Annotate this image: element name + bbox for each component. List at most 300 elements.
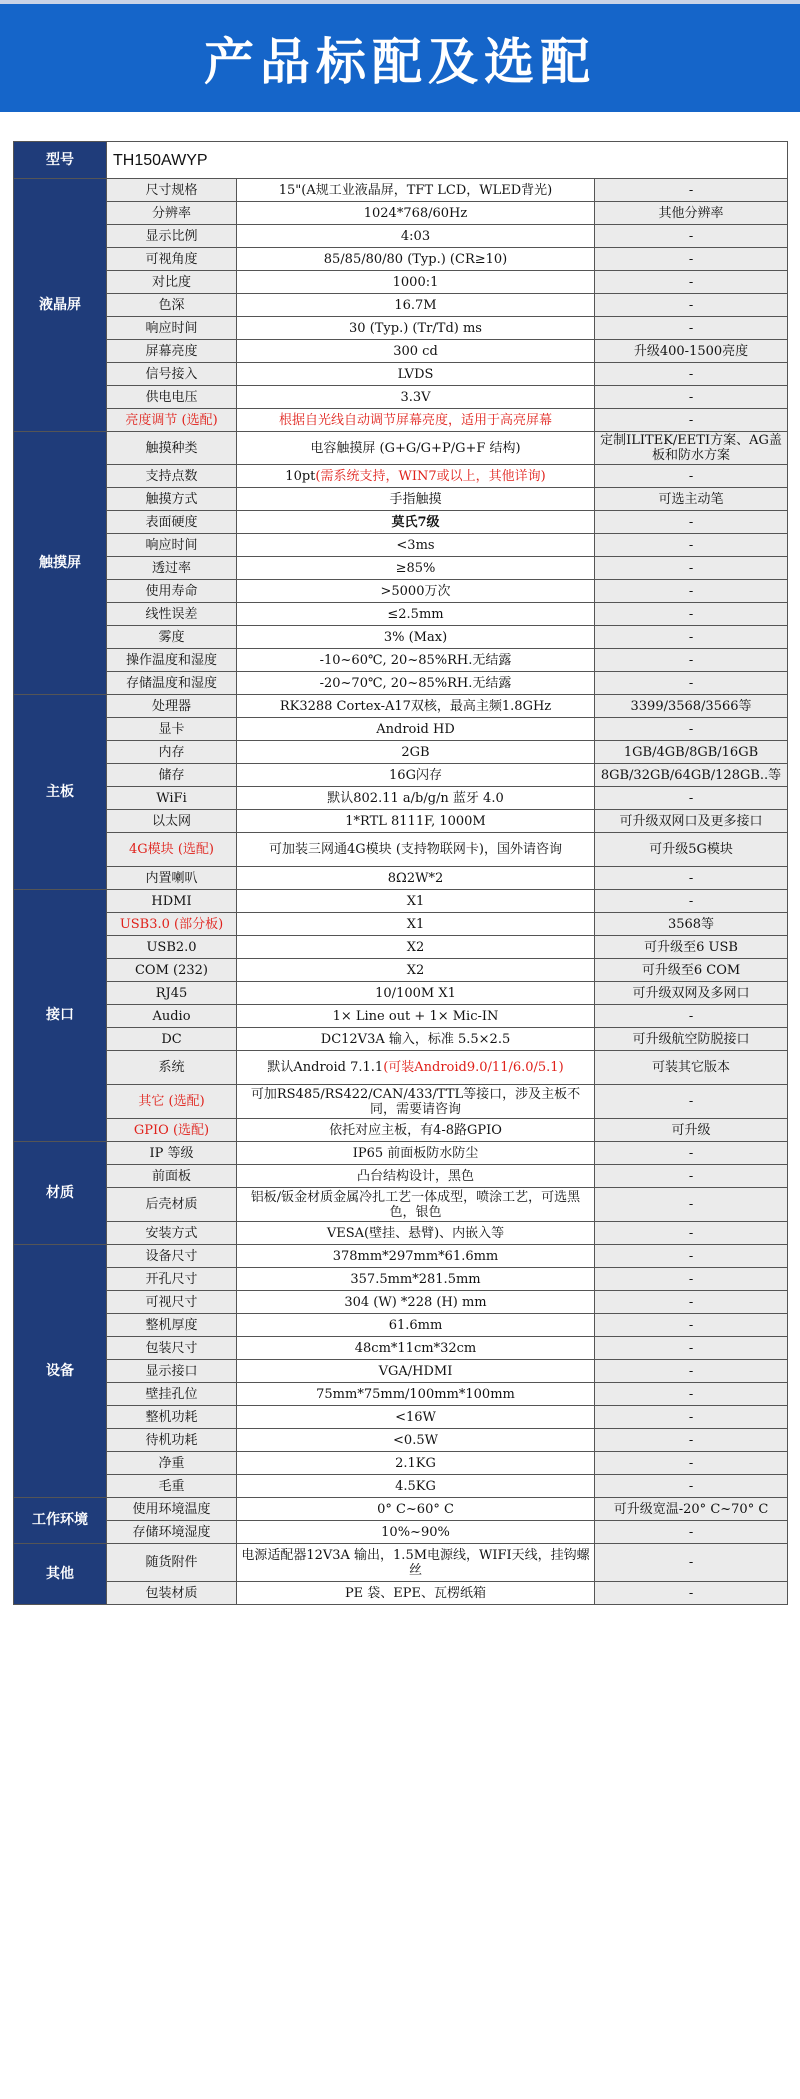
spec-value-text: 304 (W) *228 (H) mm <box>344 1294 487 1310</box>
spec-option: - <box>595 179 788 202</box>
spec-row <box>14 867 788 890</box>
spec-name: 表面硬度 <box>107 511 237 534</box>
spec-value-text: 1024*768/60Hz <box>363 205 468 221</box>
spec-value-text: VESA(壁挂、悬臂)、内嵌入等 <box>326 1225 505 1241</box>
spec-row <box>14 936 788 959</box>
spec-row <box>14 248 788 271</box>
spec-value-text: 根据自光线自动调节屏幕亮度，适用于高亮屏幕 <box>278 412 552 428</box>
spec-value <box>237 386 595 409</box>
spec-name: USB3.0 (部分板) <box>107 913 237 936</box>
spec-value <box>237 248 595 271</box>
spec-row <box>14 1452 788 1475</box>
spec-name: 开孔尺寸 <box>107 1268 237 1291</box>
spec-row <box>14 363 788 386</box>
spec-option: - <box>595 1314 788 1337</box>
section-label: 材质 <box>14 1142 107 1245</box>
spec-row <box>14 741 788 764</box>
spec-value-text: 16G闪存 <box>389 767 442 783</box>
spec-row <box>14 603 788 626</box>
spec-option: - <box>595 603 788 626</box>
spec-value-text: 默认802.11 a/b/g/n 蓝牙 4.0 <box>327 790 504 806</box>
spec-value <box>237 764 595 787</box>
spec-value-note: (需系统支持，WIN7或以上，其他详询) <box>315 468 546 484</box>
spec-option: 升级400-1500亮度 <box>595 340 788 363</box>
spec-option: - <box>595 867 788 890</box>
spec-value <box>237 340 595 363</box>
spec-row <box>14 1383 788 1406</box>
spec-row <box>14 409 788 432</box>
spec-value-text: ≥85% <box>395 560 436 576</box>
spec-value <box>237 1314 595 1337</box>
spec-value <box>237 1291 595 1314</box>
spec-option: - <box>595 409 788 432</box>
spec-row <box>14 1085 788 1119</box>
spec-option: 3568等 <box>595 913 788 936</box>
spec-name: 响应时间 <box>107 534 237 557</box>
spec-option: - <box>595 271 788 294</box>
spec-name: 供电电压 <box>107 386 237 409</box>
spec-row <box>14 1245 788 1268</box>
spec-option: - <box>595 1291 788 1314</box>
spec-value <box>237 179 595 202</box>
spec-name: 雾度 <box>107 626 237 649</box>
spec-option: 3399/3568/3566等 <box>595 695 788 718</box>
spec-option: - <box>595 1544 788 1582</box>
spec-value-note: (可装Android9.0/11/6.0/5.1) <box>383 1060 564 1075</box>
spec-name: 信号接入 <box>107 363 237 386</box>
spec-option: 可升级双网及多网口 <box>595 982 788 1005</box>
spec-option: - <box>595 1521 788 1544</box>
spec-value-text: X1 <box>406 916 425 932</box>
spec-name: DC <box>107 1028 237 1051</box>
spec-value <box>237 557 595 580</box>
spec-value <box>237 1119 595 1142</box>
spec-value-text: 10%~90% <box>381 1524 450 1540</box>
spec-name: 操作温度和湿度 <box>107 649 237 672</box>
spec-row <box>14 294 788 317</box>
spec-value-text: -10~60℃, 20~85%RH.无结露 <box>319 652 512 668</box>
section-label: 触摸屏 <box>14 432 107 695</box>
spec-row <box>14 432 788 465</box>
spec-name: 包装材质 <box>107 1582 237 1605</box>
spec-value <box>237 1142 595 1165</box>
spec-value <box>237 1475 595 1498</box>
spec-value <box>237 202 595 225</box>
spec-name: HDMI <box>107 890 237 913</box>
spec-value-text: 61.6mm <box>388 1317 443 1333</box>
spec-value <box>237 225 595 248</box>
spec-value-text: DC12V3A 输入，标准 5.5×2.5 <box>320 1031 511 1047</box>
spec-value-text: 10pt <box>285 468 316 484</box>
spec-name: 支持点数 <box>107 465 237 488</box>
spec-option: - <box>595 626 788 649</box>
spec-value <box>237 1383 595 1406</box>
spec-value <box>237 1544 595 1582</box>
spec-value <box>237 741 595 764</box>
spec-row <box>14 386 788 409</box>
spec-value <box>237 1337 595 1360</box>
spec-row <box>14 1475 788 1498</box>
spec-value <box>237 580 595 603</box>
spec-name: 内存 <box>107 741 237 764</box>
spec-row <box>14 1188 788 1222</box>
spec-name: 毛重 <box>107 1475 237 1498</box>
spec-value-text: X2 <box>406 939 425 955</box>
spec-option: - <box>595 248 788 271</box>
spec-row <box>14 1142 788 1165</box>
spec-value-text: 10/100M X1 <box>375 985 456 1001</box>
spec-value <box>237 672 595 695</box>
spec-row <box>14 1222 788 1245</box>
spec-row <box>14 1337 788 1360</box>
spec-name: 后壳材质 <box>107 1188 237 1222</box>
spec-value <box>237 649 595 672</box>
spec-option: 可升级航空防脱接口 <box>595 1028 788 1051</box>
spec-value-text: 凸台结构设计，黑色 <box>356 1168 474 1184</box>
spec-row <box>14 1314 788 1337</box>
spec-option: - <box>595 1406 788 1429</box>
spec-option: 定制ILITEK/EETI方案、AG盖板和防水方案 <box>595 432 788 465</box>
spec-value <box>237 1582 595 1605</box>
spec-name: 存储温度和湿度 <box>107 672 237 695</box>
spec-row <box>14 672 788 695</box>
spec-row <box>14 340 788 363</box>
spec-value <box>237 1222 595 1245</box>
spec-option: - <box>595 718 788 741</box>
spec-name: GPIO (选配) <box>107 1119 237 1142</box>
spec-value-text: 16.7M <box>394 297 437 313</box>
spec-value-text: Android HD <box>376 721 455 737</box>
spec-value-text: RK3288 Cortex-A17双核，最高主频1.8GHz <box>279 698 552 714</box>
spec-option: 可升级至6 COM <box>595 959 788 982</box>
spec-value <box>237 695 595 718</box>
spec-name: 可视角度 <box>107 248 237 271</box>
spec-value <box>237 1165 595 1188</box>
spec-value-text: 可加RS485/RS422/CAN/433/TTL等接口，涉及主板不同，需要请咨询 <box>250 1086 581 1117</box>
spec-value <box>237 488 595 511</box>
spec-row <box>14 202 788 225</box>
spec-value-text: 可加装三网通4G模块 (支持物联网卡)，国外请咨询 <box>269 842 562 857</box>
spec-value-text: 手指触摸 <box>389 491 442 507</box>
page-title: 产品标配及选配 <box>204 33 596 91</box>
spec-value <box>237 317 595 340</box>
spec-option: - <box>595 890 788 913</box>
spec-option: - <box>595 649 788 672</box>
spec-value-text: 0° C~60° C <box>377 1501 454 1517</box>
spec-option: - <box>595 672 788 695</box>
spec-value <box>237 1521 595 1544</box>
spec-row <box>14 695 788 718</box>
spec-option: - <box>595 1085 788 1119</box>
spec-name: 壁挂孔位 <box>107 1383 237 1406</box>
spec-option: - <box>595 1245 788 1268</box>
spec-value <box>237 1498 595 1521</box>
spec-option: 可选主动笔 <box>595 488 788 511</box>
spec-name: RJ45 <box>107 982 237 1005</box>
spec-option: 8GB/32GB/64GB/128GB..等 <box>595 764 788 787</box>
spec-value <box>237 432 595 465</box>
spec-value <box>237 959 595 982</box>
spec-option: - <box>595 317 788 340</box>
spec-option: 可升级至6 USB <box>595 936 788 959</box>
spec-row <box>14 626 788 649</box>
section-label: 工作环境 <box>14 1498 107 1544</box>
spec-value <box>237 626 595 649</box>
spec-value-text: 75mm*75mm/100mm*100mm <box>316 1386 515 1402</box>
spec-name: 响应时间 <box>107 317 237 340</box>
spec-name: 随货附件 <box>107 1544 237 1582</box>
spec-value-text: 30 (Typ.) (Tr/Td) ms <box>349 320 482 336</box>
spec-row <box>14 810 788 833</box>
spec-value <box>237 867 595 890</box>
spec-row <box>14 1360 788 1383</box>
spec-option: 可升级 <box>595 1119 788 1142</box>
spec-value-text: X2 <box>406 962 425 978</box>
spec-option: - <box>595 1582 788 1605</box>
spec-value <box>237 913 595 936</box>
spec-row <box>14 913 788 936</box>
spec-option: - <box>595 225 788 248</box>
spec-name: 对比度 <box>107 271 237 294</box>
spec-value-text: IP65 前面板防水防尘 <box>352 1145 479 1161</box>
spec-value <box>237 1028 595 1051</box>
spec-row <box>14 1544 788 1582</box>
spec-name: 屏幕亮度 <box>107 340 237 363</box>
spec-value-text: X1 <box>406 893 425 909</box>
spec-row <box>14 1268 788 1291</box>
spec-name: IP 等级 <box>107 1142 237 1165</box>
spec-value-text: PE 袋、EPE、瓦楞纸箱 <box>344 1585 487 1601</box>
spec-value-text: 电源适配器12V3A 输出，1.5M电源线，WIFI天线，挂钩螺丝 <box>241 1547 590 1578</box>
spec-name: 显示比例 <box>107 225 237 248</box>
spec-option: 可装其它版本 <box>595 1051 788 1085</box>
spec-row <box>14 511 788 534</box>
spec-value-text: 15"(A规工业液晶屏，TFT LCD，WLED背光) <box>278 182 553 198</box>
spec-option: - <box>595 1005 788 1028</box>
spec-value <box>237 271 595 294</box>
spec-value-text: 1× Line out + 1× Mic-IN <box>332 1008 499 1024</box>
spec-value-text: 3.3V <box>400 389 431 405</box>
spec-value-text: 1*RTL 8111F, 1000M <box>345 813 486 829</box>
spec-value <box>237 1268 595 1291</box>
spec-name: 待机功耗 <box>107 1429 237 1452</box>
spec-option: 1GB/4GB/8GB/16GB <box>595 741 788 764</box>
spec-row <box>14 1119 788 1142</box>
spec-name: 色深 <box>107 294 237 317</box>
spec-value <box>237 1452 595 1475</box>
spec-row <box>14 179 788 202</box>
spec-option: - <box>595 1337 788 1360</box>
spec-value <box>237 982 595 1005</box>
spec-value-text: <16W <box>395 1409 436 1425</box>
spec-name: 其它 (选配) <box>107 1085 237 1119</box>
spec-row <box>14 317 788 340</box>
spec-value <box>237 1429 595 1452</box>
spec-name: 触摸方式 <box>107 488 237 511</box>
title-banner <box>0 4 800 112</box>
spec-row <box>14 1429 788 1452</box>
spec-name: USB2.0 <box>107 936 237 959</box>
spec-row <box>14 787 788 810</box>
spec-row <box>14 488 788 511</box>
spec-name: 透过率 <box>107 557 237 580</box>
spec-row <box>14 1028 788 1051</box>
spec-value <box>237 363 595 386</box>
spec-value <box>237 1085 595 1119</box>
spec-row <box>14 580 788 603</box>
spec-name: 前面板 <box>107 1165 237 1188</box>
section-label: 液晶屏 <box>14 179 107 432</box>
spec-value-text: 378mm*297mm*61.6mm <box>332 1248 499 1264</box>
spec-option: - <box>595 1429 788 1452</box>
model-value: TH150AWYP <box>107 142 788 179</box>
spec-value <box>237 1245 595 1268</box>
spec-value-text: 莫氏7级 <box>391 514 440 530</box>
spec-name: 系统 <box>107 1051 237 1085</box>
spec-value <box>237 534 595 557</box>
spec-name: 线性误差 <box>107 603 237 626</box>
spec-option: - <box>595 386 788 409</box>
spec-option: 可升级宽温-20° C~70° C <box>595 1498 788 1521</box>
spec-value-text: <0.5W <box>393 1432 438 1448</box>
section-label: 其他 <box>14 1544 107 1605</box>
spec-option: - <box>595 1165 788 1188</box>
spec-value <box>237 833 595 867</box>
spec-option: - <box>595 294 788 317</box>
spec-row <box>14 1165 788 1188</box>
spec-value-text: 48cm*11cm*32cm <box>354 1340 477 1356</box>
spec-value <box>237 936 595 959</box>
spec-row <box>14 959 788 982</box>
spec-value-text: 铝板/钣金材质金属冷扎工艺一体成型，喷涂工艺，可选黑色，银色 <box>250 1189 581 1220</box>
spec-name: 可视尺寸 <box>107 1291 237 1314</box>
spec-option: - <box>595 511 788 534</box>
spec-row <box>14 1051 788 1085</box>
spec-name: 整机功耗 <box>107 1406 237 1429</box>
spec-value <box>237 890 595 913</box>
spec-option: - <box>595 1452 788 1475</box>
spec-row <box>14 1521 788 1544</box>
spec-name: WiFi <box>107 787 237 810</box>
spec-value <box>237 787 595 810</box>
spec-option: - <box>595 1188 788 1222</box>
spec-value-text: 85/85/80/80 (Typ.) (CR≥10) <box>323 251 508 267</box>
section-label: 主板 <box>14 695 107 890</box>
spec-value-text: 2.1KG <box>395 1455 436 1471</box>
spec-name: 设备尺寸 <box>107 1245 237 1268</box>
spec-name: 使用寿命 <box>107 580 237 603</box>
spec-value-text: 3% (Max) <box>383 629 448 645</box>
spec-option: - <box>595 1142 788 1165</box>
spec-value <box>237 718 595 741</box>
spec-option: - <box>595 1268 788 1291</box>
spec-row <box>14 1005 788 1028</box>
spec-value <box>237 1188 595 1222</box>
spec-option: - <box>595 1475 788 1498</box>
section-label: 设备 <box>14 1245 107 1498</box>
spec-value-text: 4:03 <box>400 228 431 244</box>
spec-name: 以太网 <box>107 810 237 833</box>
spec-value-text: <3ms <box>396 537 435 553</box>
spec-value-text: 电容触摸屏 (G+G/G+P/G+F 结构) <box>310 440 521 456</box>
spec-name: 触摸种类 <box>107 432 237 465</box>
spec-option: 可升级双网口及更多接口 <box>595 810 788 833</box>
spec-option: - <box>595 465 788 488</box>
spec-value <box>237 1005 595 1028</box>
spec-value <box>237 294 595 317</box>
spec-name: COM (232) <box>107 959 237 982</box>
spec-value <box>237 810 595 833</box>
spec-option: 可升级5G模块 <box>595 833 788 867</box>
spec-value-text: 4.5KG <box>395 1478 436 1494</box>
spec-name: 尺寸规格 <box>107 179 237 202</box>
spec-name: 安装方式 <box>107 1222 237 1245</box>
spec-row <box>14 982 788 1005</box>
spec-option: - <box>595 363 788 386</box>
spec-row <box>14 1406 788 1429</box>
spec-row <box>14 271 788 294</box>
spec-row <box>14 764 788 787</box>
spec-value-text: 357.5mm*281.5mm <box>350 1271 481 1287</box>
spec-name: 分辨率 <box>107 202 237 225</box>
spec-name: 4G模块 (选配) <box>107 833 237 867</box>
spec-name: 亮度调节 (选配) <box>107 409 237 432</box>
model-label: 型号 <box>14 142 107 179</box>
spec-option: - <box>595 787 788 810</box>
spec-row <box>14 557 788 580</box>
spec-value-text: -20~70℃, 20~85%RH.无结露 <box>319 675 512 691</box>
spec-option: - <box>595 1360 788 1383</box>
spec-row <box>14 1498 788 1521</box>
spec-value <box>237 1360 595 1383</box>
spec-option: - <box>595 557 788 580</box>
model-row <box>14 142 788 179</box>
spec-option: - <box>595 1222 788 1245</box>
spec-name: 显卡 <box>107 718 237 741</box>
spec-row <box>14 833 788 867</box>
spec-row <box>14 890 788 913</box>
spec-value-text: 默认Android 7.1.1 <box>267 1060 384 1075</box>
spec-value-text: 8Ω2W*2 <box>387 870 444 886</box>
spec-value <box>237 1051 595 1085</box>
spec-option: - <box>595 534 788 557</box>
spec-value-text: 依托对应主板，有4-8路GPIO <box>329 1122 502 1138</box>
spec-value-text: LVDS <box>397 366 434 382</box>
spec-name: 显示接口 <box>107 1360 237 1383</box>
spec-name: 净重 <box>107 1452 237 1475</box>
spec-value-text: VGA/HDMI <box>378 1363 453 1379</box>
spec-option: - <box>595 1383 788 1406</box>
spec-value-text: 1000:1 <box>392 274 439 290</box>
spec-name: 存储环境湿度 <box>107 1521 237 1544</box>
spec-name: 使用环境温度 <box>107 1498 237 1521</box>
spec-option: - <box>595 580 788 603</box>
spec-value <box>237 1406 595 1429</box>
spec-value-text: ≤2.5mm <box>387 606 444 622</box>
spec-name: Audio <box>107 1005 237 1028</box>
spec-value-text: 300 cd <box>393 343 438 359</box>
spec-name: 储存 <box>107 764 237 787</box>
spec-row <box>14 1582 788 1605</box>
spec-row <box>14 465 788 488</box>
section-label: 接口 <box>14 890 107 1142</box>
spec-name: 处理器 <box>107 695 237 718</box>
spec-value-text: 2GB <box>401 744 430 760</box>
spec-row <box>14 718 788 741</box>
spec-table <box>13 141 788 1605</box>
spec-name: 整机厚度 <box>107 1314 237 1337</box>
spec-row <box>14 225 788 248</box>
